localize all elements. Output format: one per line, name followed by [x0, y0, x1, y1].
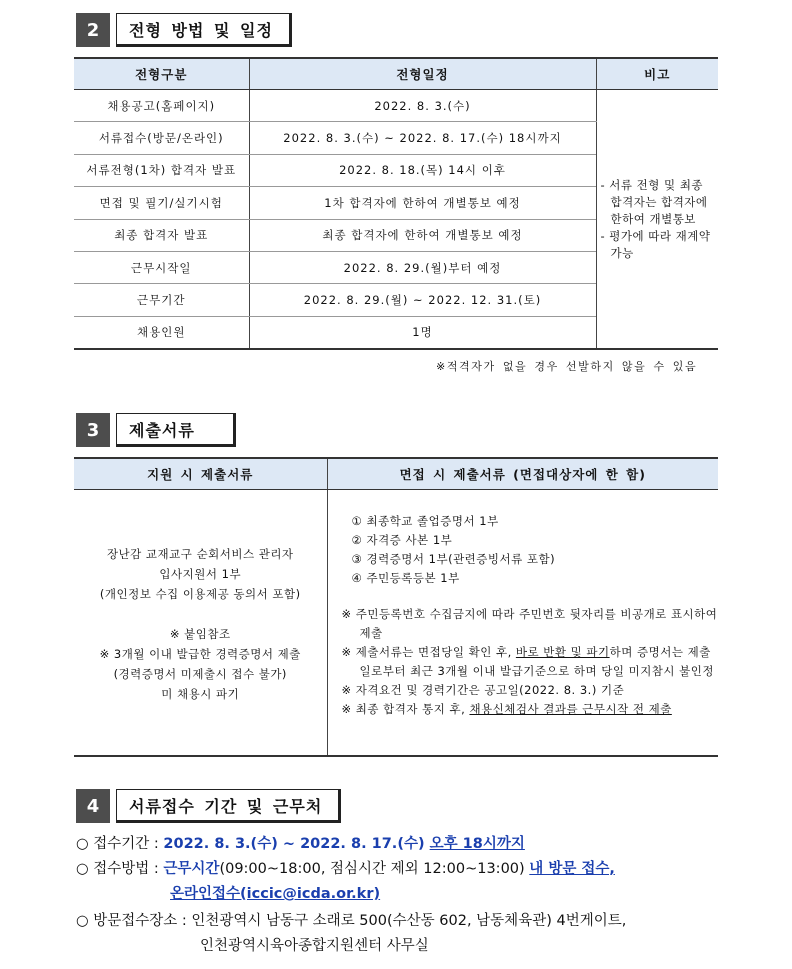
list-item: ① 최종학교 졸업증명서 1부: [351, 514, 499, 528]
remarks-cell: [596, 90, 718, 350]
underlined-text: 채용신체검사 결과를 근무시작 전 제출: [469, 702, 672, 716]
section-3-header: [76, 413, 236, 447]
stage-cell: 면접 및 필기/실기시험: [74, 187, 249, 219]
list-item: ③ 경력증명서 1부(관련증빙서류 포함): [351, 552, 556, 566]
column-header: 면접 시 제출서류 (면접대상자에 한 함): [327, 458, 718, 490]
submission-place: [76, 909, 626, 933]
section-number: 3: [76, 413, 110, 447]
note-line: ※ 제출서류는 면접당일 확인 후, 바로 반환 및 파기하며 증명서는 제출일로부터 최근 3개월 이내 발급기준으로 하며 당일 미지참시 불인정: [341, 645, 715, 678]
stage-cell: 채용공고(홈페이지): [74, 90, 249, 122]
underlined-text: 바로 반환 및 파기: [515, 645, 610, 659]
attach-line: ※ 3개월 이내 발급한 경력증명서 제출: [99, 647, 301, 661]
period-label: ○ 접수기간 :: [76, 836, 164, 852]
date-cell: 2022. 8. 3.(수) ~ 2022. 8. 17.(수) 18시까지: [249, 122, 596, 154]
interview-docs-cell: [327, 490, 718, 757]
date-cell: 2022. 8. 18.(목) 14시 이후: [249, 154, 596, 186]
list-item: ② 자격증 사본 1부: [351, 533, 453, 547]
table-row: [74, 90, 718, 122]
section-number: 4: [76, 789, 110, 823]
remark-line: - 서류 전형 및 최종합격자는 합격자에 한하여 개별통보: [600, 177, 708, 226]
attach-line: (경력증명서 미제출시 접수 불가): [113, 667, 287, 681]
table-header-row: [74, 458, 718, 490]
date-cell: 최종 합격자에 한하여 개별통보 예정: [249, 219, 596, 251]
apply-line: 입사지원서 1부: [159, 567, 242, 581]
method-hours-label: 근무시간: [163, 861, 220, 877]
method-label: ○ 접수방법 :: [76, 861, 164, 877]
online-email-link[interactable]: 온라인접수(iccic@icda.or.kr): [170, 886, 381, 902]
section-title: 전형 방법 및 일정: [116, 13, 292, 47]
table-header-row: [74, 58, 718, 90]
apply-line: (개인정보 수집 이용제공 동의서 포함): [99, 587, 301, 601]
submission-online: [170, 882, 380, 906]
date-cell: 2022. 8. 29.(월) ~ 2022. 12. 31.(토): [249, 284, 596, 316]
stage-cell: 서류접수(방문/온라인): [74, 122, 249, 154]
place-label: ○ 방문접수장소 :: [76, 913, 192, 929]
column-header: 전형일정: [249, 58, 596, 90]
section-number: 2: [76, 13, 110, 47]
apply-line: 장난감 교재교구 순회서비스 관리자: [106, 547, 294, 561]
section-title: 제출서류: [116, 413, 236, 447]
column-header: 비고: [596, 58, 718, 90]
stage-cell: 최종 합격자 발표: [74, 219, 249, 251]
attach-title: ※ 붙임참조: [169, 627, 231, 641]
section-2-header: [76, 13, 292, 47]
period-dates: 2022. 8. 3.(수) ~ 2022. 8. 17.(수): [163, 836, 430, 852]
submission-method: [76, 857, 615, 881]
column-header: 전형구분: [74, 58, 249, 90]
list-item: ④ 주민등록등본 1부: [351, 571, 460, 585]
method-visit: 내 방문 접수,: [529, 861, 615, 877]
submission-period: [76, 832, 525, 856]
attach-line: 미 채용시 파기: [161, 687, 240, 701]
submission-place-2: [200, 934, 429, 958]
table-row: [74, 490, 718, 757]
section-4-header: [76, 789, 341, 823]
note-line: ※ 최종 합격자 통지 후, 채용신체검사 결과를 근무시작 전 제출: [341, 702, 672, 716]
section-title: 서류접수 기간 및 근무처: [116, 789, 341, 823]
stage-cell: 채용인원: [74, 316, 249, 349]
date-cell: 1차 합격자에 한하여 개별통보 예정: [249, 187, 596, 219]
schedule-note: ※적격자가 없을 경우 선발하지 않을 수 있음: [436, 360, 698, 373]
stage-cell: 근무시작일: [74, 251, 249, 283]
stage-cell: 근무기간: [74, 284, 249, 316]
column-header: 지원 시 제출서류: [74, 458, 327, 490]
method-hours: (09:00~18:00, 점심시간 제외 12:00~13:00): [219, 861, 530, 877]
date-cell: 1명: [249, 316, 596, 349]
period-deadline: 오후 18시까지: [429, 836, 525, 852]
note-line: ※ 주민등록번호 수집금지에 따라 주민번호 뒷자리를 비공개로 표시하여 제출: [341, 607, 718, 640]
note-line: ※ 자격요건 및 경력기간은 공고일(2022. 8. 3.) 기준: [341, 683, 625, 697]
remark-line: - 평가에 따라 재계약 가능: [600, 228, 711, 260]
apply-docs-cell: [74, 490, 327, 757]
schedule-table: [74, 57, 718, 350]
place-office: 인천광역시육아종합지원센터 사무실: [200, 938, 429, 954]
date-cell: 2022. 8. 3.(수): [249, 90, 596, 122]
place-address: 인천광역시 남동구 소래로 500(수산동 602, 남동체육관) 4번게이트,: [191, 913, 627, 929]
date-cell: 2022. 8. 29.(월)부터 예정: [249, 251, 596, 283]
documents-table: [74, 457, 718, 757]
stage-cell: 서류전형(1차) 합격자 발표: [74, 154, 249, 186]
